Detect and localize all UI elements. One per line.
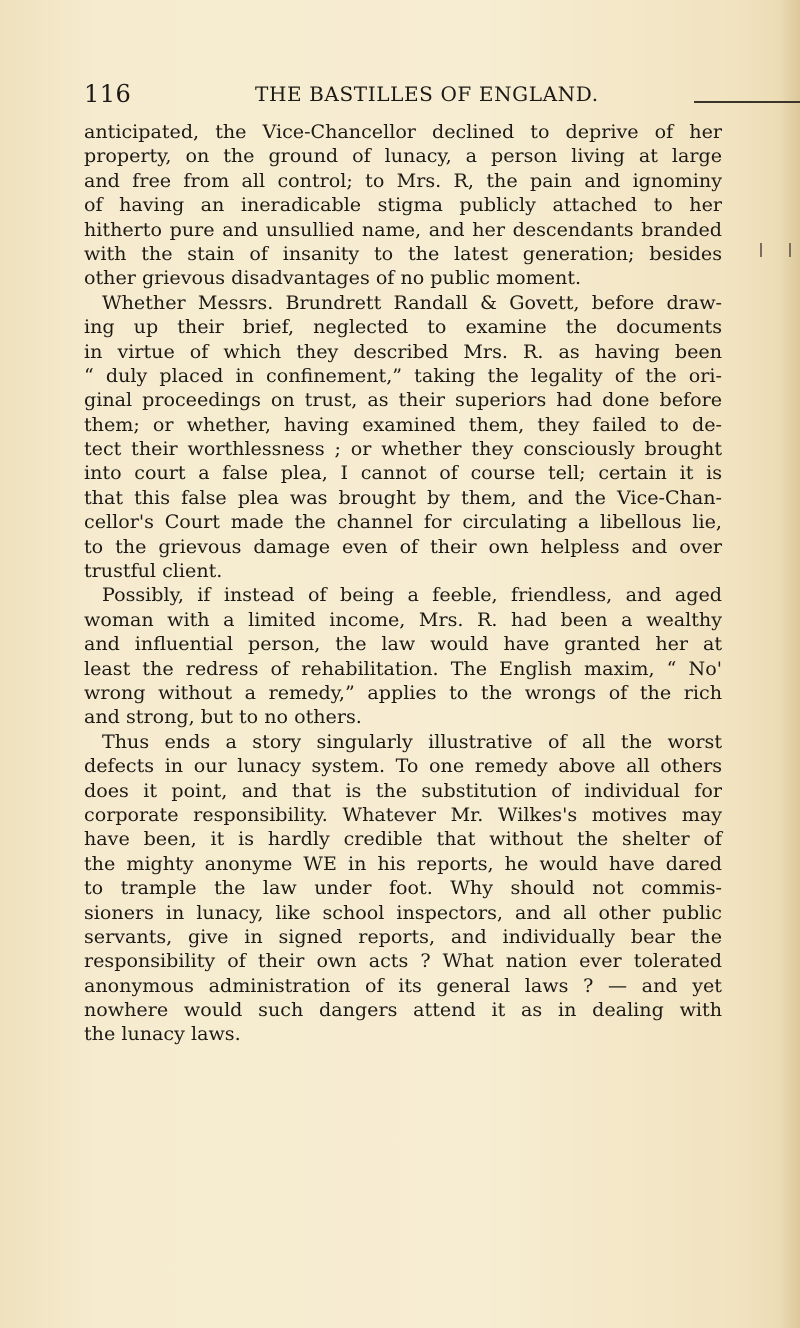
page-edge-shadow bbox=[778, 0, 800, 1328]
margin-mark bbox=[789, 243, 791, 257]
running-head: THE BASTILLES OF ENGLAND. bbox=[255, 82, 599, 106]
text-line: have been, it is hardly credible that without the shelter of bbox=[84, 827, 722, 851]
text-line: least the redress of rehabilitation. The English maxim, “ No' bbox=[84, 656, 722, 680]
text-line: hitherto pure and unsullied name, and her descendants branded bbox=[84, 217, 722, 241]
text-line: them; or whether, having examined them, they failed to de- bbox=[84, 412, 722, 436]
text-line: with the stain of insanity to the latest generation; besides bbox=[84, 241, 722, 265]
text-line: Whether Messrs. Brundrett Randall & Govett, before draw- bbox=[102, 290, 722, 314]
text-line: property, on the ground of lunacy, a person living at large bbox=[84, 144, 722, 168]
text-line: woman with a limited income, Mrs. R. had been a wealthy bbox=[84, 607, 722, 631]
text-line: into court a false plea, I cannot of course tell; certain it is bbox=[84, 461, 722, 485]
text-line: corporate responsibility. Whatever Mr. Wilkes's motives may bbox=[84, 802, 722, 826]
text-line: to trample the law under foot. Why should not commis- bbox=[84, 876, 722, 900]
text-line: the mighty anonyme WE in his reports, he would have dared bbox=[84, 851, 722, 875]
text-line: ginal proceedings on trust, as their superiors had done before bbox=[84, 388, 722, 412]
text-line: that this false plea was brought by them, and the Vice-Chan- bbox=[84, 485, 722, 509]
text-line: “ duly placed in confinement,” taking the legality of the ori- bbox=[84, 363, 722, 387]
text-line: to the grievous damage even of their own helpless and over bbox=[84, 534, 722, 558]
header-rule bbox=[694, 101, 800, 103]
text-line: nowhere would such dangers attend it as in dealing with bbox=[84, 998, 722, 1022]
text-line: other grievous disadvantages of no public moment. bbox=[84, 266, 582, 290]
page-header bbox=[84, 80, 732, 110]
text-line: does it point, and that is the substitution of individual for bbox=[84, 778, 722, 802]
text-line: and strong, but to no others. bbox=[84, 705, 362, 729]
text-line: and influential person, the law would have granted her at bbox=[84, 632, 722, 656]
text-line: wrong without a remedy,” applies to the wrongs of the rich bbox=[84, 680, 722, 704]
text-line: servants, give in signed reports, and individually bear the bbox=[84, 924, 722, 948]
margin-mark bbox=[760, 243, 762, 257]
text-line: and free from all control; to Mrs. R, the pain and ignominy bbox=[84, 168, 722, 192]
text-line: responsibility of their own acts ? What nation ever tolerated bbox=[84, 949, 722, 973]
text-line: anticipated, the Vice-Chancellor declined to deprive of her bbox=[84, 120, 722, 143]
text-line: anonymous administration of its general laws ? — and yet bbox=[84, 973, 722, 997]
text-line: sioners in lunacy, like school inspectors, and all other public bbox=[84, 900, 722, 924]
text-line: of having an ineradicable stigma publicly attached to her bbox=[84, 193, 722, 217]
text-line: tect their worthlessness ; or whether they consciously brought bbox=[84, 437, 722, 461]
page-number: 116 bbox=[84, 80, 132, 108]
text-line: Possibly, if instead of being a feeble, friendless, and aged bbox=[102, 583, 722, 607]
text-line: ing up their brief, neglected to examine the documents bbox=[84, 315, 722, 339]
text-line: defects in our lunacy system. To one remedy above all others bbox=[84, 754, 722, 778]
text-line: in virtue of which they described Mrs. R. as having been bbox=[84, 339, 722, 363]
text-line: cellor's Court made the channel for circulating a libellous lie, bbox=[84, 510, 722, 534]
body-text bbox=[84, 120, 722, 1047]
text-line: the lunacy laws. bbox=[84, 1022, 241, 1046]
text-line: Thus ends a story singularly illustrative of all the worst bbox=[102, 729, 722, 753]
text-line: trustful client. bbox=[84, 559, 223, 583]
